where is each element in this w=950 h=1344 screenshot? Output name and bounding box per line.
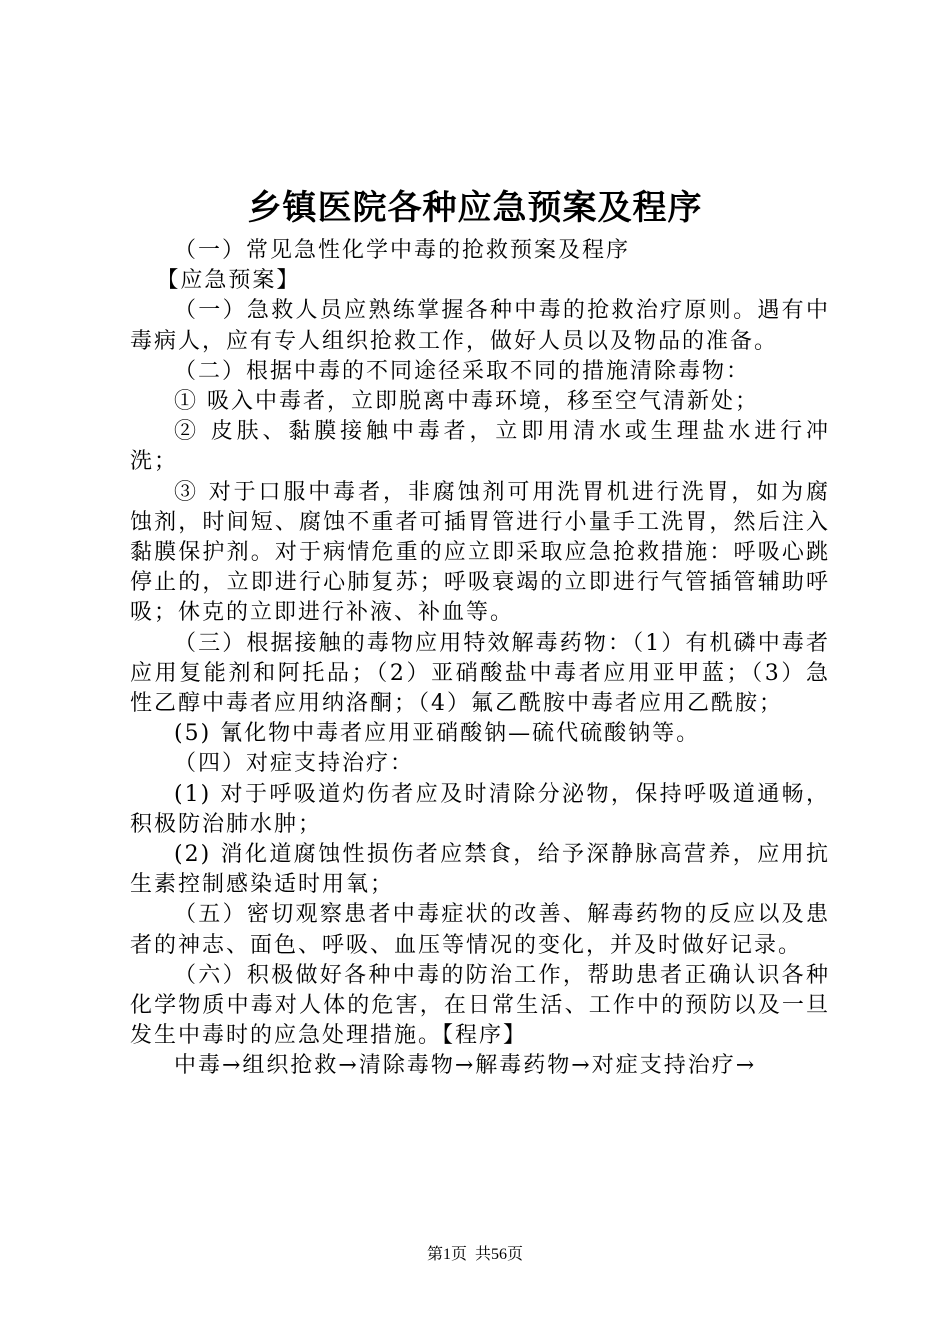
paragraph: （六）积极做好各种中毒的防治工作，帮助患者正确认识各种化学物质中毒对人体的危害，在日常生活、工作中的预防以及一旦发生中毒时的应急处理措施。【程序】 [130,962,830,1049]
list-item: (1) 对于呼吸道灼伤者应及时清除分泌物，保持呼吸道通畅，积极防治肺水肿； [130,781,830,837]
list-item: (5) 氰化物中毒者应用亚硝酸钠—硫代硫酸钠等。 [174,721,701,747]
paragraph: （三）根据接触的毒物应用特效解毒药物：（1）有机磷中毒者应用复能剂和阿托品；（2）亚硝酸盐中毒者应用亚甲蓝；（3）急性乙醇中毒者应用纳洛酮；（4）氟乙酰胺中毒者应用乙酰胺； [130,630,830,717]
list-item: ② 皮肤、黏膜接触中毒者，立即用清水或生理盐水进行冲洗； [130,419,830,475]
list-item: ① 吸入中毒者，立即脱离中毒环境，移至空气清新处； [174,389,759,415]
page-footer [0,1243,950,1267]
document-body [130,236,830,1082]
section-heading: （一）常见急性化学中毒的抢救预案及程序 [174,238,631,263]
paragraph: （四）对症支持治疗： [174,751,415,777]
list-item: (2) 消化道腐蚀性损伤者应禁食，给予深静脉高营养，应用抗生素控制感染适时用氧； [130,842,830,898]
paragraph: （二）根据中毒的不同途径采取不同的措施清除毒物： [174,358,751,384]
paragraph: （五）密切观察患者中毒症状的改善、解毒药物的反应以及患者的神志、面色、呼吸、血压等情况的变化，并及时做好记录。 [130,902,830,958]
paragraph: （一）急救人员应熟练掌握各种中毒的抢救治疗原则。遇有中毒病人，应有专人组织抢救工作，做好人员以及物品的准备。 [130,298,830,354]
document-title: 乡镇医院各种应急预案及程序 [247,188,703,228]
page-number: 第1页 共56页 [426,1246,523,1263]
procedure-flow: 中毒→组织抢救→清除毒物→解毒药物→对症支持治疗→ [174,1053,757,1079]
subsection-heading: 【应急预案】 [156,268,301,294]
list-item: ③ 对于口服中毒者，非腐蚀剂可用洗胃机进行洗胃，如为腐蚀剂，时间短、腐蚀不重者可插胃管进行小量手工洗胃，然后注入黏膜保护剂。对于病情危重的应立即采取应急抢救措施：呼吸心跳停止的，立即进行心肺复苏；呼吸衰竭的立即进行气管插管辅助呼吸；休克的立即进行补液、补血等。 [130,479,830,626]
